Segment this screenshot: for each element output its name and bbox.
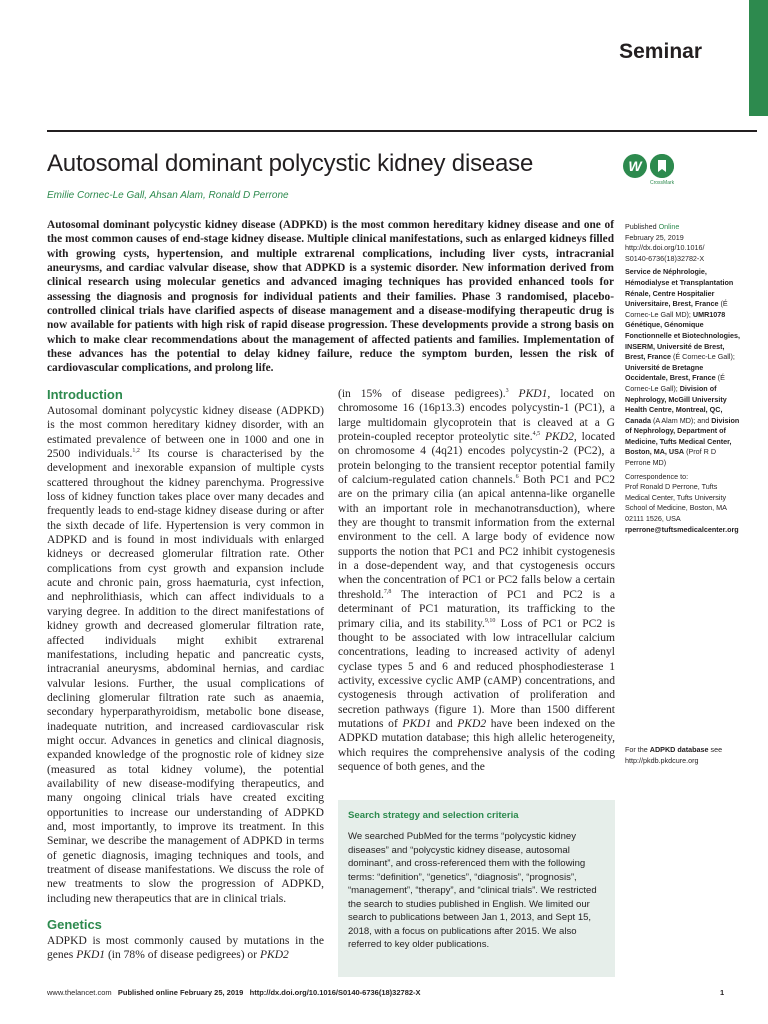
search-strategy-title: Search strategy and selection criteria — [348, 810, 519, 821]
footer-doi-link[interactable]: http://dx.doi.org/10.1016/S0140-6736(18)32782-X — [249, 988, 421, 997]
doi-link[interactable]: http://dx.doi.org/10.1016/ — [625, 243, 705, 253]
genetics-paragraph: ADPKD is most commonly caused by mutations in the genes PKD1 (in 78% of disease pedigrees) or PKD2 — [47, 935, 324, 962]
corner-accent-bar — [749, 0, 768, 116]
section-heading-genetics: Genetics — [47, 917, 102, 933]
publication-info: Published Online February 25, 2019 http://dx.doi.org/10.1016/ S0140-6736(18)32782-X — [625, 222, 705, 263]
w-logo-icon[interactable]: W — [623, 154, 647, 178]
citation-ref[interactable]: 6 — [515, 474, 519, 481]
doi-link-continued[interactable]: S0140-6736(18)32782-X — [625, 253, 705, 263]
body-column-1 — [47, 387, 324, 963]
citation-ref[interactable]: 4,5 — [532, 431, 541, 438]
correspondence-email[interactable]: rperrone@tuftsmedicalcenter.org — [625, 524, 739, 534]
page-footer — [47, 988, 730, 997]
abstract: Autosomal dominant polycystic kidney disease (ADPKD) is the most common hereditary kidney disease and one of the most common causes of end-stage kidney disease. Multiple clinical manifestations, such as enlarged kidneys filled with growing cysts, hypertension, and multiple extrarenal complications, including liver cysts, intracranial aneurysms, and cardiac valvular disease, show that ADPKD is a systemic disorder. New information derived from clinical research using molecular genetics and advanced imaging techniques has provided enhanced tools for assessing the diagnosis and prognosis for individual patients and their families. Phase 3 randomised, placebo-controlled clinical trials have clarified aspects of disease management and a disease-modifying therapeutic drug is now available for patients with high risk of rapid disease progression. These developments provide a strong basis on which to make clear recommendations about the management of affected patients and families. Implementation of these advances has the potential to delay kidney failure, reduce the symptom burden, lessen the risk of cardiovascular complications, and prolong life. — [47, 219, 614, 375]
affiliations: Service de Néphrologie, Hémodialyse et Transplantation Rénale, Centre Hospitalier Universitaire, Brest, France (É Cornec-Le Gall MD); UMR1078 Génétique, Génomique Fonctionnelle et Biotechnologies, INSERM, Université de Brest, Brest, France (É Cornec-Le Gall); Université de Bretagne Occidentale, Brest, France (É Cornec-Le Gall); Division of Nephrology, McGill University Health Centre, Montreal, QC, Canada (A Alam MD); and Division of Nephrology, Department of Medicine, Tufts Medical Center, Boston, MA, USA (Prof R D Perrone MD) — [625, 267, 741, 468]
database-note: For the ADPKD database see http://pkdb.pkdcure.org — [625, 745, 723, 765]
header-rule — [47, 130, 757, 132]
citation-ref[interactable]: 7,8 — [383, 588, 392, 595]
citation-ref[interactable]: 1,2 — [132, 448, 140, 455]
footer-published: Published online February 25, 2019 — [117, 988, 244, 997]
search-strategy-box — [338, 800, 615, 977]
section-label: Seminar — [619, 40, 702, 63]
sidebar-notes — [625, 222, 743, 538]
introduction-paragraph: Autosomal dominant polycystic kidney disease (ADPKD) is the most common hereditary kidney disorder, with an estimated prevalence of between one in 1000 and one in 2500 individuals.$^{1,2}$ Its course is characterised by the development and inexorable expansion of multiple cysts scattered throughout the kidney parenchyma. Progressive loss of kidney function takes place over many decades and frequently leads to end-stage kidney disease during or after the sixth decade of life. Hypertension is very common in ADPKD and is found in most individuals with enlarged kidneys or decreased glomerular filtration rate. Other complications from cyst growth and expansion include acute and chronic pain, gross haematuria, cyst infection, and nephrolithiasis, which can affect individuals to a varying degree. In addition to the direct manifestations of kidney growth and decreased glomerular filtration rate, affected individuals might exhibit extrarenal manifestations, including hepatic and pancreatic cysts, intracranial aneurysms, abdominal hernias, and cardiac valvular lesions. Further, the usual complications of declining glomerular filtration rate such as anaemia, secondary hyperparathyroidism, metabolic bone disease, inadequate nutrition, and increased cardiovascular risk might occur. Advances in genetics and clinical diagnosis, expanded knowledge of the prognostic role of kidney size (measured as total kidney volume), the potential availability of new disease-modifying therapeutics, and many ongoing clinical trials have created exciting opportunities to increase our understanding of ADPKD and, most importantly, to improve its treatment. In this Seminar, we describe the management of ADPKD in terms of genetic diagnosis, imaging techniques and tools, and treatment of disease manifestations. We discuss the role of new treatments to slow the progression of ADPKD, including new therapeutics that are in clinical trials. — [47, 405, 324, 905]
page-number: 1 — [720, 988, 725, 997]
crossmark-bookmark-icon — [650, 154, 674, 178]
genetics-paragraph-continued: (in 15% of disease pedigrees).$^3$ PKD1, located on chromosome 16 (16p13.3) encodes polycystin-1 (PC1), a large multidomain glycoprotein that is cleaved at a G protein-coupled receptor proteolytic site.$^{4,5}$ PKD2, located on chromosome 4 (4q21) encodes polycystin-2 (PC2), a protein belonging to the transient receptor potential family of calcium-regulated cation channels.$^6$ Both PC1 and PC2 are on the primary cilia (an apical antenna-like organelle with an important role in mechanotransduction), where they are thought to transmit information from the external environment to the cell. A large body of evidence now supports the notion that PC1 and PC2 inhibit cystogenesis in a dose-dependent way, and that cystogenesis occurs when the concentration of PC1 or PC2 falls below a certain threshold.$^{7,8}$ The interaction of PC1 and PC2 is a determinant of PC1 maturation, its trafficking to the primary cilia, and its stability.$^{9,10}$ Loss of PC1 or PC2 is thought to be associated with low intracellular calcium concentrations, leading to increased activity of adenyl cyclase types 5 and 6 and reduced phosphodiesterase 1 activity, excessive cyclic AMP (cAMP) concentrations, and cystogenesis through activation of proliferation and secretion pathways (figure 1). More than 1500 different mutations of PKD1 and PKD2 have been indexed on the ADPKD mutation database; this high allelic heterogeneity, which requires the comprehensive analysis of the coding sequence of both genes, and the — [338, 388, 616, 773]
author-list: Emilie Cornec-Le Gall, Ahsan Alam, Ronald D Perrone — [47, 190, 289, 201]
search-strategy-text: We searched PubMed for the terms “polycystic kidney diseases” and “polycystic kidney disease, autosomal dominant”, and cross-referenced them with the following terms: “definition”, “genetics”, “diagnosis”, “prognosis”, “management”, “therapy”, and “clinical trials”. We restricted the search to studies published in English. We limited our search to publications between Jan 1, 2013, and Sept 15, 2018, with a focus on publications after 2015. We also referred to key older publications. — [348, 831, 597, 950]
crossmark-icon[interactable] — [650, 154, 674, 178]
section-heading-introduction: Introduction — [47, 387, 123, 402]
crossmark-label: CrossMark — [650, 180, 675, 186]
journal-logos — [623, 154, 679, 190]
citation-ref[interactable]: 3 — [505, 388, 509, 395]
footer-site-link[interactable]: www.thelancet.com — [47, 988, 112, 997]
database-link[interactable]: http://pkdb.pkdcure.org — [625, 755, 699, 765]
correspondence: Correspondence to: Prof Ronald D Perrone, Tufts Medical Center, Tufts University School of Medicine, Boston, MA 02111 1526, USA rperrone@tuftsmedicalcenter.org — [625, 471, 739, 534]
body-column-2 — [338, 387, 615, 774]
article-title: Autosomal dominant polycystic kidney disease — [47, 150, 534, 177]
citation-ref[interactable]: 9,10 — [484, 617, 496, 624]
